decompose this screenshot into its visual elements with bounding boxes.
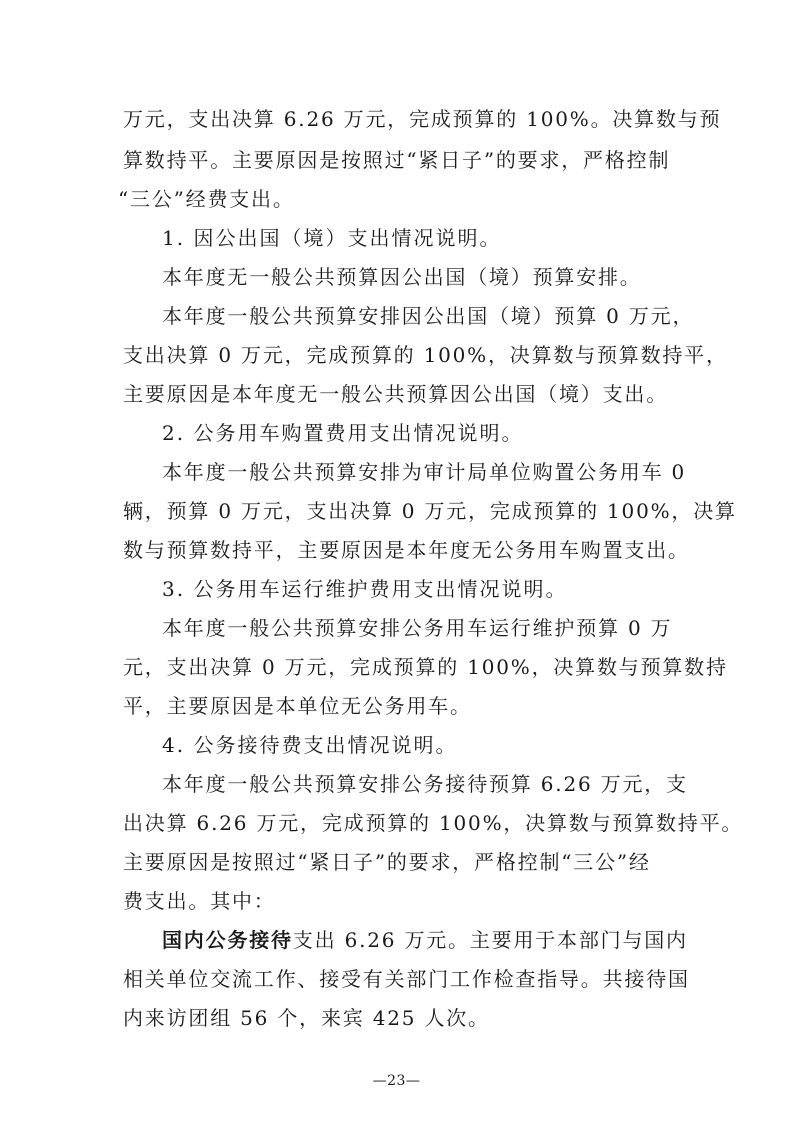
section-heading: 4. 公务接待费支出情况说明。 xyxy=(162,733,458,757)
paragraph-line: 数与预算数持平，主要原因是本年度无公务用车购置支出。 xyxy=(123,538,690,562)
paragraph-line: 内来访团组 56 个，来宾 425 人次。 xyxy=(123,1006,490,1030)
paragraph-line: 相关单位交流工作、接受有关部门工作检查指导。共接待国 xyxy=(123,967,690,991)
paragraph-line: 元，支出决算 0 万元，完成预算的 100%，决算数与预算数持 xyxy=(123,655,728,679)
paragraph-line: 万元，支出决算 6.26 万元，完成预算的 100%。决算数与预 xyxy=(123,107,722,131)
paragraph-line: 本年度一般公共预算安排为审计局单位购置公务用车 0 xyxy=(162,460,687,484)
section-heading: 1. 因公出国（境）支出情况说明。 xyxy=(162,226,502,250)
page-number: —23— xyxy=(372,1073,421,1089)
paragraph-line: 本年度一般公共预算安排因公出国（境）预算 0 万元， xyxy=(162,304,695,328)
paragraph-line: 主要原因是按照过“紧日子”的要求，严格控制“三公”经 xyxy=(123,850,651,874)
paragraph-line: 本年度一般公共预算安排公务接待预算 6.26 万元，支 xyxy=(162,772,688,796)
paragraph-line: 本年度无一般公共预算因公出国（境）预算安排。 xyxy=(162,265,642,289)
section-heading: 3. 公务用车运行维护费用支出情况说明。 xyxy=(162,577,568,601)
paragraph-line: 支出决算 0 万元，完成预算的 100%，决算数与预算数持平， xyxy=(123,343,728,367)
paragraph-line: 辆，预算 0 万元，支出决算 0 万元，完成预算的 100%，决算 xyxy=(123,499,737,523)
paragraph-line xyxy=(162,926,688,954)
paragraph-line: 平，主要原因是本单位无公务用车。 xyxy=(123,694,472,718)
paragraph-line: 出决算 6.26 万元，完成预算的 100%，决算数与预算数持平。 xyxy=(123,811,744,835)
paragraph-text: 支出 6.26 万元。主要用于本部门与国内 xyxy=(292,928,688,952)
paragraph-line: 本年度一般公共预算安排公务用车运行维护预算 0 万 xyxy=(162,616,673,640)
paragraph-line: “三公”经费支出。 xyxy=(118,187,295,211)
section-heading: 2. 公务用车购置费用支出情况说明。 xyxy=(162,421,524,445)
bold-term: 国内公务接待 xyxy=(162,928,293,952)
paragraph-line: 算数持平。主要原因是按照过“紧日子”的要求，严格控制 xyxy=(123,148,671,172)
paragraph-line: 主要原因是本年度无一般公共预算因公出国（境）支出。 xyxy=(123,382,668,406)
paragraph-line: 费支出。其中： xyxy=(123,889,276,913)
